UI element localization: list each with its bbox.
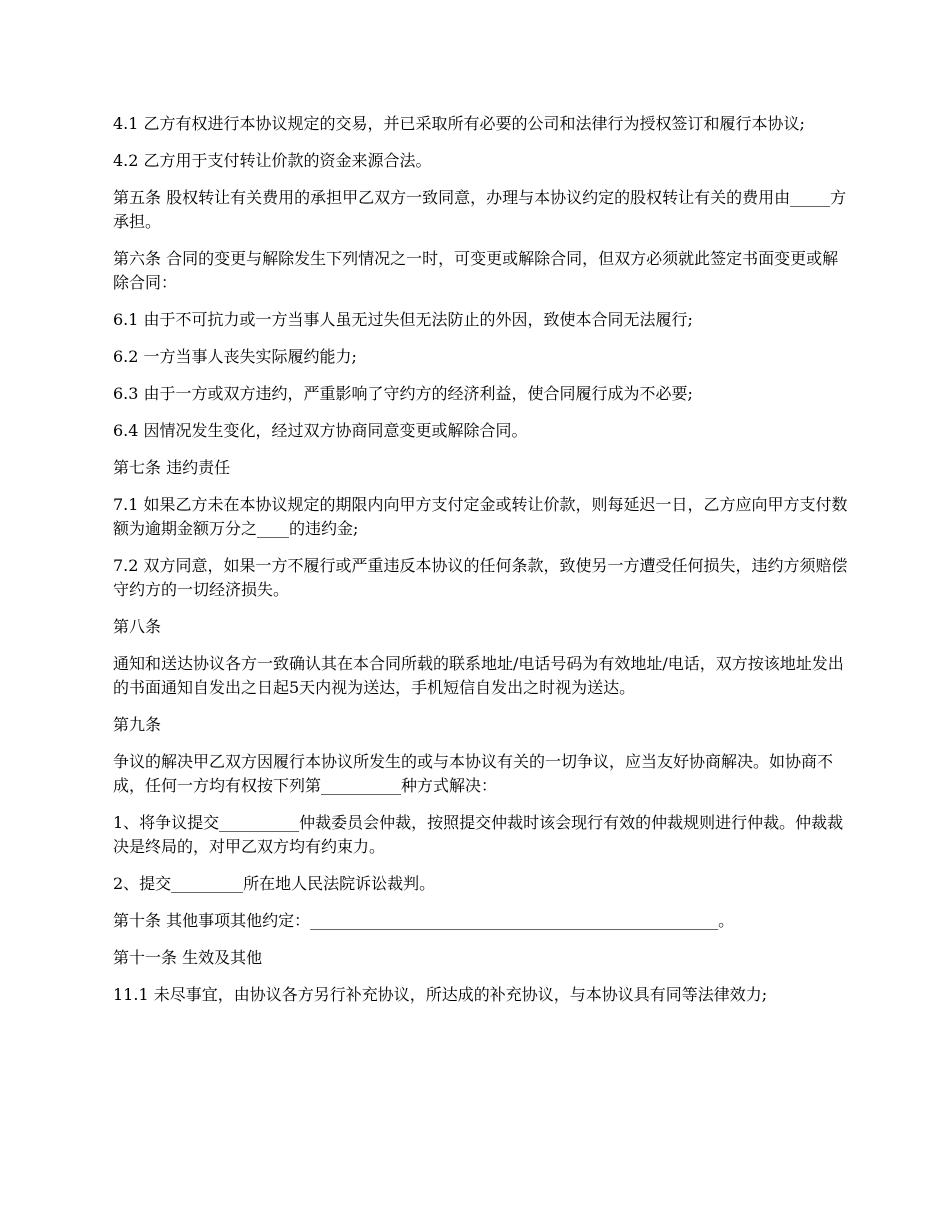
clause-6-2: 6.2 一方当事人丧失实际履约能力; [113,347,357,366]
article-6-modification: 第六条 合同的变更与解除发生下列情况之一时，可变更或解除合同，但双方必须就此签定书面变更或解除合同： [113,249,839,292]
article-8-heading: 第八条 [113,617,162,636]
article-7-heading: 第七条 违约责任 [113,458,231,477]
clause-7-2: 7.2 双方同意，如果一方不履行或严重违反本协议的任何条款，致使另一方遭受任何损失，违约方须赔偿守约方的一切经济损失。 [113,556,848,599]
clause-7-1: 7.1 如果乙方未在本协议规定的期限内向甲方支付定金或转让价款，则每延迟一日，乙方应向甲方支付数额为逾期金额万分之____的违约金; [113,495,848,538]
article-9-heading: 第九条 [113,715,162,734]
dispute-option-1: 1、将争议提交__________仲裁委员会仲裁，按照提交仲裁时该会现行有效的仲裁规则进行仲裁。仲裁裁决是终局的，对甲乙双方均有约束力。 [113,813,844,856]
article-10-other: 第十条 其他事项其他约定：___________________________________________________。 [113,911,735,930]
dispute-clause: 争议的解决甲乙双方因履行本协议所发生的或与本协议有关的一切争议，应当友好协商解决。如协商不成，任何一方均有权按下列第__________种方式解决： [113,752,834,795]
clause-6-1: 6.1 由于不可抗力或一方当事人虽无过失但无法防止的外因，致使本合同无法履行; [113,310,693,329]
article-5-fees: 第五条 股权转让有关费用的承担甲乙双方一致同意，办理与本协议约定的股权转让有关的费用由_____方承担。 [113,188,847,231]
clause-6-3: 6.3 由于一方或双方违约，严重影响了守约方的经济利益，使合同履行成为不必要; [113,384,693,403]
clause-4-2: 4.2 乙方用于支付转让价款的资金来源合法。 [113,151,432,170]
clause-6-4: 6.4 因情况发生变化，经过双方协商同意变更或解除合同。 [113,421,528,440]
clause-11-1: 11.1 未尽事宜，由协议各方另行补充协议，所达成的补充协议，与本协议具有同等法律效力; [113,985,768,1004]
dispute-option-2: 2、提交_________所在地人民法院诉讼裁判。 [113,874,436,893]
clause-4-1: 4.1 乙方有权进行本协议规定的交易，并已采取所有必要的公司和法律行为授权签订和履行本协议; [113,114,805,133]
notice-clause: 通知和送达协议各方一致确认其在本合同所载的联系地址/电话号码为有效地址/电话，双方按该地址发出的书面通知自发出之日起5天内视为送达，手机短信自发出之时视为送达。 [113,654,844,697]
document-body [113,112,853,1020]
article-11-heading: 第十一条 生效及其他 [113,948,263,967]
